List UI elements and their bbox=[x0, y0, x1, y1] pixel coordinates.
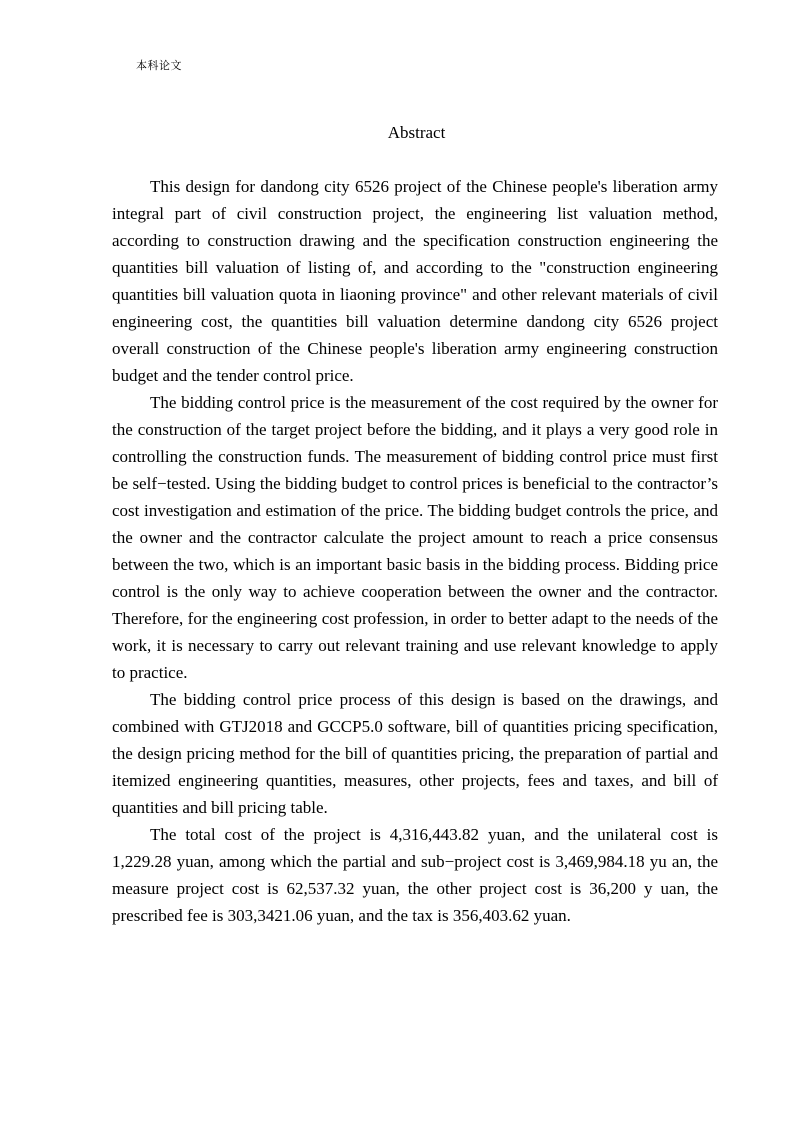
abstract-paragraph-2: The bidding control price is the measurement of the cost required by the owner for the construction of the target project before the bidding, and it plays a very good role in controlling the construction funds. The measurement of bidding control price must first be self−tested. Using the bidding budget to control prices is beneficial to the contractor’s cost investigation and estimation of the price. The bidding budget controls the price, and the owner and the contractor calculate the project amount to reach a price consensus between the two, which is an important basic basis in the bidding process. Bidding price control is the only way to achieve cooperation between the owner and the contractor. Therefore, for the engineering cost profession, in order to better adapt to the needs of the work, it is necessary to carry out relevant training and use relevant knowledge to apply to practice. bbox=[112, 393, 718, 682]
running-header: 本科论文 bbox=[136, 59, 182, 72]
abstract-paragraph-3: The bidding control price process of this design is based on the drawings, and combined with GTJ2018 and GCCP5.0 software, bill of quantities pricing specification, the design pricing method for the bill of quantities pricing, the preparation of partial and itemized engineering quantities, measures, other projects, fees and taxes, and bill of quantities and bill pricing table. bbox=[112, 690, 718, 817]
abstract-paragraph-1: This design for dandong city 6526 project of the Chinese people's liberation army integral part of civil construction project, the engineering list valuation method, according to construction drawing and the specification construction engineering the quantities bill valuation of listing of, and according to the "construction engineering quantities bill valuation quota in liaoning province" and other relevant materials of civil engineering cost, the quantities bill valuation determine dandong city 6526 project overall construction of the Chinese people's liberation army engineering construction budget and the tender control price. bbox=[112, 177, 718, 385]
page-title: Abstract bbox=[387, 123, 446, 142]
abstract-body bbox=[112, 173, 718, 929]
abstract-paragraph-4: The total cost of the project is 4,316,443.82 yuan, and the unilateral cost is 1,229.28 yuan, among which the partial and sub−project cost is 3,469,984.18 yu an, the measure project cost is 62,537.32 yuan, the other project cost is 36,200 y uan, the prescribed fee is 303,3421.06 yuan, and the tax is 356,403.62 yuan. bbox=[112, 825, 718, 925]
